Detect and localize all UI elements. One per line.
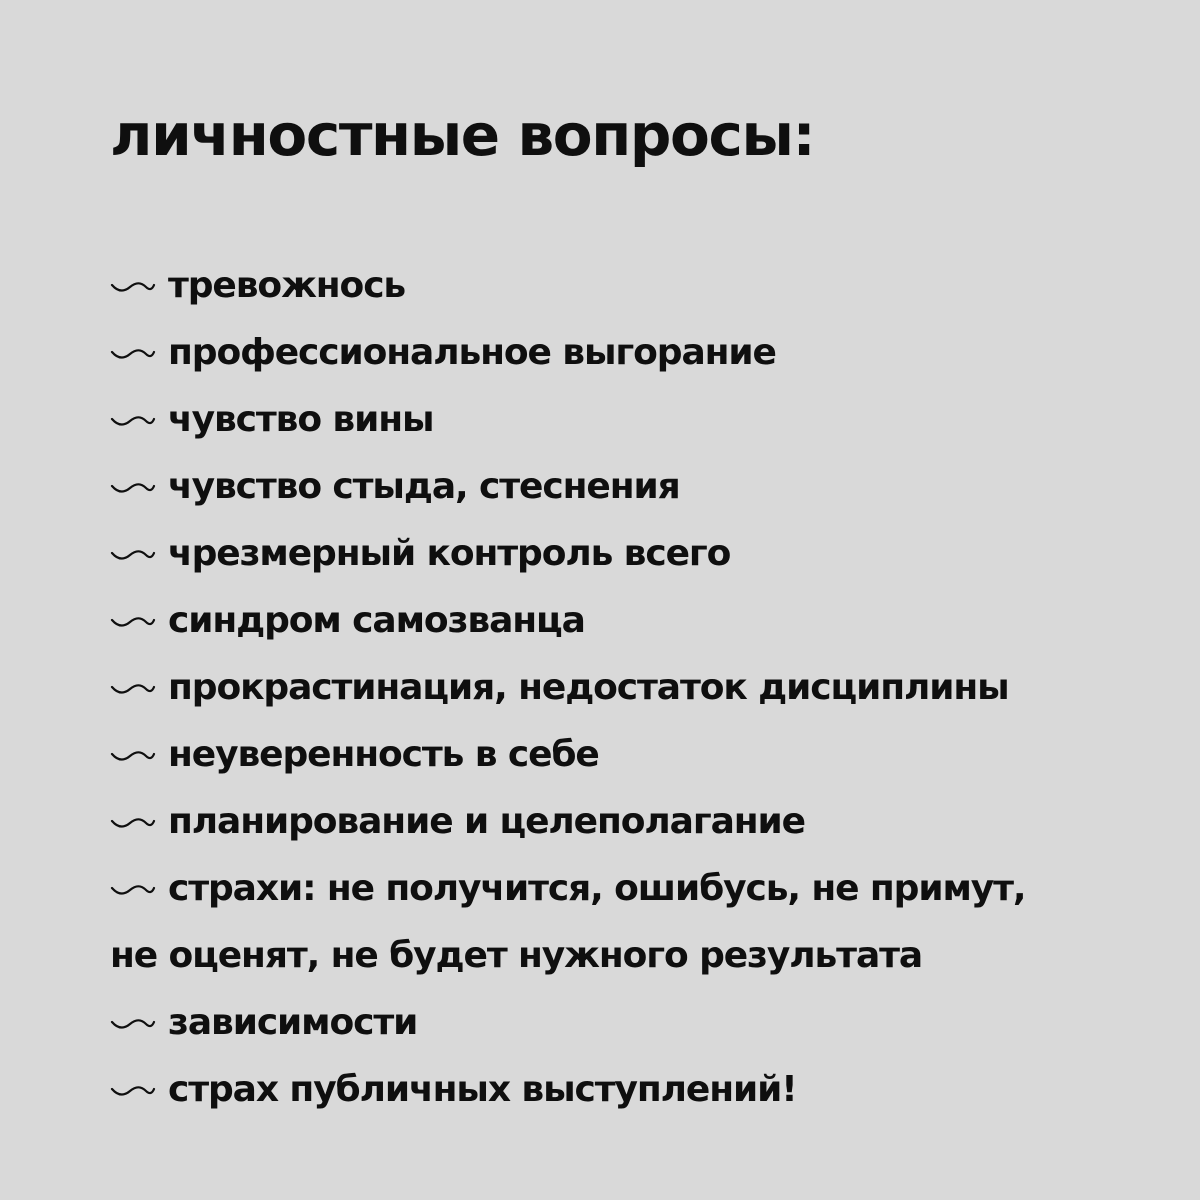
list-item [110, 654, 1130, 721]
list-item [110, 587, 1130, 654]
wave-icon [110, 614, 156, 630]
list-item [110, 721, 1130, 788]
wave-icon [110, 1083, 156, 1099]
list-item-text: неуверенность в себе [168, 734, 599, 775]
wave-icon [110, 681, 156, 697]
topics-list [110, 252, 1130, 1123]
list-item [110, 1056, 1130, 1123]
list-item-text: чрезмерный контроль всего [168, 533, 731, 574]
list-item [110, 520, 1130, 587]
list-item-text: чувство стыда, стеснения [168, 466, 680, 507]
list-item-text: синдром самозванца [168, 600, 585, 641]
wave-icon [110, 547, 156, 563]
list-item-text: тревожнось [168, 265, 406, 306]
list-item-text: зависимости [168, 1002, 418, 1043]
list-item [110, 855, 1130, 922]
list-item-text: страхи: не получится, ошибусь, не примут, [168, 868, 1026, 909]
list-item [110, 788, 1130, 855]
wave-icon [110, 748, 156, 764]
page-title: личностные вопросы: [110, 101, 815, 169]
wave-icon [110, 480, 156, 496]
list-item-text: прокрастинация, недостаток дисциплины [168, 667, 1009, 708]
list-item [110, 319, 1130, 386]
list-item-text: профессиональное выгорание [168, 332, 776, 373]
list-item-text: чувство вины [168, 399, 434, 440]
list-item-text: страх публичных выступлений! [168, 1069, 797, 1110]
wave-icon [110, 882, 156, 898]
wave-icon [110, 413, 156, 429]
list-item-continuation [110, 922, 1130, 989]
list-item [110, 386, 1130, 453]
wave-icon [110, 1016, 156, 1032]
wave-icon [110, 279, 156, 295]
list-item-text: планирование и целеполагание [168, 801, 805, 842]
wave-icon [110, 346, 156, 362]
list-item-text: не оценят, не будет нужного результата [110, 935, 923, 976]
wave-icon [110, 815, 156, 831]
list-item [110, 252, 1130, 319]
list-item [110, 989, 1130, 1056]
list-item [110, 453, 1130, 520]
